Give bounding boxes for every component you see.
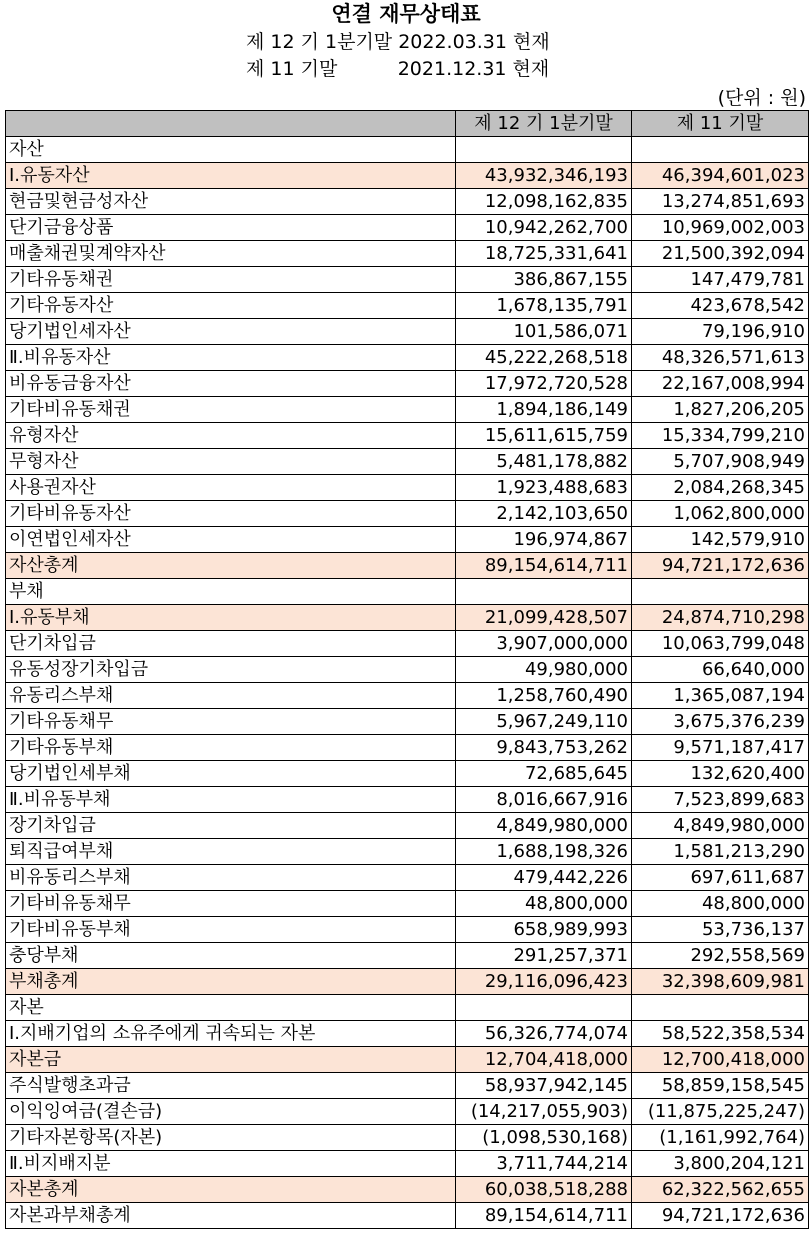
prior-period-value: 5,707,908,949 bbox=[632, 449, 809, 475]
table-row bbox=[6, 787, 809, 813]
account-label: 자본금 bbox=[6, 1047, 456, 1073]
prior-period-value: 13,274,851,693 bbox=[632, 189, 809, 215]
account-label: Ⅱ.비지배지분 bbox=[6, 1151, 456, 1177]
account-label: 주식발행초과금 bbox=[6, 1073, 456, 1099]
account-label: 부채 bbox=[6, 579, 456, 605]
account-label: 자산총계 bbox=[6, 553, 456, 579]
prior-period-value: 697,611,687 bbox=[632, 865, 809, 891]
table-row bbox=[6, 293, 809, 319]
table-row bbox=[6, 969, 809, 995]
table-row bbox=[6, 267, 809, 293]
current-period-value: 17,972,720,528 bbox=[456, 371, 632, 397]
account-label: 자본과부채총계 bbox=[6, 1203, 456, 1229]
account-label: 퇴직급여부채 bbox=[6, 839, 456, 865]
header-current-period: 제 12 기 1분기말 bbox=[456, 111, 632, 137]
table-row bbox=[6, 709, 809, 735]
account-label: Ⅰ.유동자산 bbox=[6, 163, 456, 189]
account-label: 유형자산 bbox=[6, 423, 456, 449]
prior-period-value bbox=[632, 995, 809, 1021]
unit-label: (단위 : 원) bbox=[717, 87, 806, 109]
table-row bbox=[6, 215, 809, 241]
prior-period-value: 1,062,800,000 bbox=[632, 501, 809, 527]
current-period-value: 58,937,942,145 bbox=[456, 1073, 632, 1099]
account-label: Ⅱ.비유동자산 bbox=[6, 345, 456, 371]
current-period-value: 1,688,198,326 bbox=[456, 839, 632, 865]
current-period-value: 1,894,186,149 bbox=[456, 397, 632, 423]
table-row bbox=[6, 345, 809, 371]
account-label: 자본총계 bbox=[6, 1177, 456, 1203]
prior-period-value: 58,522,358,534 bbox=[632, 1021, 809, 1047]
account-label: 충당부채 bbox=[6, 943, 456, 969]
current-period-value: 4,849,980,000 bbox=[456, 813, 632, 839]
period-prior: 제 11 기말 2021.12.31 현재 bbox=[246, 58, 550, 80]
prior-period-value: 4,849,980,000 bbox=[632, 813, 809, 839]
table-row bbox=[6, 761, 809, 787]
account-label: 현금및현금성자산 bbox=[6, 189, 456, 215]
current-period-value: 56,326,774,074 bbox=[456, 1021, 632, 1047]
current-period-value: 49,980,000 bbox=[456, 657, 632, 683]
prior-period-value: 132,620,400 bbox=[632, 761, 809, 787]
current-period-value: (14,217,055,903) bbox=[456, 1099, 632, 1125]
account-label: 사용권자산 bbox=[6, 475, 456, 501]
prior-period-value: 62,322,562,655 bbox=[632, 1177, 809, 1203]
table-row bbox=[6, 657, 809, 683]
table-row bbox=[6, 475, 809, 501]
current-period-value: (1,098,530,168) bbox=[456, 1125, 632, 1151]
account-label: 기타자본항목(자본) bbox=[6, 1125, 456, 1151]
current-period-value: 3,907,000,000 bbox=[456, 631, 632, 657]
account-label: 이익잉여금(결손금) bbox=[6, 1099, 456, 1125]
prior-period-value bbox=[632, 137, 809, 163]
prior-period-value: 46,394,601,023 bbox=[632, 163, 809, 189]
current-period-value: 15,611,615,759 bbox=[456, 423, 632, 449]
prior-period-value: 423,678,542 bbox=[632, 293, 809, 319]
current-period-value: 1,258,760,490 bbox=[456, 683, 632, 709]
prior-period-value: 1,827,206,205 bbox=[632, 397, 809, 423]
account-label: Ⅱ.비유동부채 bbox=[6, 787, 456, 813]
account-label: 기타유동자산 bbox=[6, 293, 456, 319]
account-label: 당기법인세부채 bbox=[6, 761, 456, 787]
prior-period-value: 1,581,213,290 bbox=[632, 839, 809, 865]
table-row bbox=[6, 1021, 809, 1047]
table-row bbox=[6, 891, 809, 917]
account-label: 기타비유동부채 bbox=[6, 917, 456, 943]
header-prior-period: 제 11 기말 bbox=[632, 111, 809, 137]
header-account bbox=[6, 111, 456, 137]
table-row bbox=[6, 605, 809, 631]
current-period-value: 9,843,753,262 bbox=[456, 735, 632, 761]
current-period-value: 45,222,268,518 bbox=[456, 345, 632, 371]
account-label: 매출채권및계약자산 bbox=[6, 241, 456, 267]
current-period-value: 89,154,614,711 bbox=[456, 1203, 632, 1229]
account-label: 자본 bbox=[6, 995, 456, 1021]
account-label: 유동성장기차입금 bbox=[6, 657, 456, 683]
current-period-value: 10,942,262,700 bbox=[456, 215, 632, 241]
table-row bbox=[6, 241, 809, 267]
prior-period-value: 12,700,418,000 bbox=[632, 1047, 809, 1073]
table-row bbox=[6, 1073, 809, 1099]
table-row bbox=[6, 137, 809, 163]
table-row bbox=[6, 631, 809, 657]
prior-period-value: 7,523,899,683 bbox=[632, 787, 809, 813]
table-row bbox=[6, 1125, 809, 1151]
current-period-value: 5,481,178,882 bbox=[456, 449, 632, 475]
table-row bbox=[6, 683, 809, 709]
account-label: 기타비유동채권 bbox=[6, 397, 456, 423]
table-row bbox=[6, 1047, 809, 1073]
current-period-value bbox=[456, 137, 632, 163]
prior-period-value: 53,736,137 bbox=[632, 917, 809, 943]
table-row bbox=[6, 319, 809, 345]
prior-period-value bbox=[632, 579, 809, 605]
prior-period-value: 147,479,781 bbox=[632, 267, 809, 293]
current-period-value: 291,257,371 bbox=[456, 943, 632, 969]
prior-period-value: 79,196,910 bbox=[632, 319, 809, 345]
table-row bbox=[6, 501, 809, 527]
account-label: Ⅰ.지배기업의 소유주에게 귀속되는 자본 bbox=[6, 1021, 456, 1047]
account-label: 이연법인세자산 bbox=[6, 527, 456, 553]
current-period-value: 60,038,518,288 bbox=[456, 1177, 632, 1203]
current-period-value: 12,098,162,835 bbox=[456, 189, 632, 215]
prior-period-value: 94,721,172,636 bbox=[632, 553, 809, 579]
period-current: 제 12 기 1분기말 2022.03.31 현재 bbox=[246, 31, 550, 53]
current-period-value: 479,442,226 bbox=[456, 865, 632, 891]
account-label: 자산 bbox=[6, 137, 456, 163]
current-period-value: 3,711,744,214 bbox=[456, 1151, 632, 1177]
table-row bbox=[6, 917, 809, 943]
prior-period-value: 24,874,710,298 bbox=[632, 605, 809, 631]
prior-period-value: 21,500,392,094 bbox=[632, 241, 809, 267]
table-row bbox=[6, 865, 809, 891]
table-row bbox=[6, 1099, 809, 1125]
current-period-value: 8,016,667,916 bbox=[456, 787, 632, 813]
table-row bbox=[6, 423, 809, 449]
account-label: Ⅰ.유동부채 bbox=[6, 605, 456, 631]
prior-period-value: 3,800,204,121 bbox=[632, 1151, 809, 1177]
current-period-value: 386,867,155 bbox=[456, 267, 632, 293]
account-label: 기타비유동자산 bbox=[6, 501, 456, 527]
account-label: 기타비유동채무 bbox=[6, 891, 456, 917]
account-label: 단기금융상품 bbox=[6, 215, 456, 241]
table-row bbox=[6, 1177, 809, 1203]
table-header-row bbox=[6, 111, 809, 137]
account-label: 무형자산 bbox=[6, 449, 456, 475]
table-row bbox=[6, 735, 809, 761]
balance-sheet-table bbox=[5, 110, 809, 1229]
current-period-value: 1,923,488,683 bbox=[456, 475, 632, 501]
current-period-value: 21,099,428,507 bbox=[456, 605, 632, 631]
account-label: 기타유동채권 bbox=[6, 267, 456, 293]
current-period-value: 5,967,249,110 bbox=[456, 709, 632, 735]
table-row bbox=[6, 163, 809, 189]
prior-period-value: (11,875,225,247) bbox=[632, 1099, 809, 1125]
table-row bbox=[6, 1151, 809, 1177]
table-row bbox=[6, 527, 809, 553]
account-label: 비유동리스부채 bbox=[6, 865, 456, 891]
table-row bbox=[6, 553, 809, 579]
prior-period-value: 1,365,087,194 bbox=[632, 683, 809, 709]
prior-period-value: 66,640,000 bbox=[632, 657, 809, 683]
prior-period-value: 58,859,158,545 bbox=[632, 1073, 809, 1099]
current-period-value: 2,142,103,650 bbox=[456, 501, 632, 527]
account-label: 부채총계 bbox=[6, 969, 456, 995]
current-period-value: 43,932,346,193 bbox=[456, 163, 632, 189]
account-label: 기타유동부채 bbox=[6, 735, 456, 761]
current-period-value bbox=[456, 995, 632, 1021]
prior-period-value: 10,969,002,003 bbox=[632, 215, 809, 241]
prior-period-value: 48,326,571,613 bbox=[632, 345, 809, 371]
current-period-value: 18,725,331,641 bbox=[456, 241, 632, 267]
prior-period-value: 142,579,910 bbox=[632, 527, 809, 553]
prior-period-value: 9,571,187,417 bbox=[632, 735, 809, 761]
table-row bbox=[6, 189, 809, 215]
prior-period-value: 32,398,609,981 bbox=[632, 969, 809, 995]
current-period-value: 658,989,993 bbox=[456, 917, 632, 943]
prior-period-value: 2,084,268,345 bbox=[632, 475, 809, 501]
prior-period-value: 15,334,799,210 bbox=[632, 423, 809, 449]
current-period-value: 1,678,135,791 bbox=[456, 293, 632, 319]
current-period-value: 72,685,645 bbox=[456, 761, 632, 787]
prior-period-value: 94,721,172,636 bbox=[632, 1203, 809, 1229]
current-period-value: 29,116,096,423 bbox=[456, 969, 632, 995]
prior-period-value: 48,800,000 bbox=[632, 891, 809, 917]
table-row bbox=[6, 943, 809, 969]
table-row bbox=[6, 449, 809, 475]
current-period-value bbox=[456, 579, 632, 605]
account-label: 장기차입금 bbox=[6, 813, 456, 839]
current-period-value: 196,974,867 bbox=[456, 527, 632, 553]
table-row bbox=[6, 579, 809, 605]
prior-period-value: 3,675,376,239 bbox=[632, 709, 809, 735]
current-period-value: 101,586,071 bbox=[456, 319, 632, 345]
prior-period-value: 10,063,799,048 bbox=[632, 631, 809, 657]
table-row bbox=[6, 995, 809, 1021]
current-period-value: 48,800,000 bbox=[456, 891, 632, 917]
prior-period-value: (1,161,992,764) bbox=[632, 1125, 809, 1151]
account-label: 기타유동채무 bbox=[6, 709, 456, 735]
account-label: 유동리스부채 bbox=[6, 683, 456, 709]
account-label: 비유동금융자산 bbox=[6, 371, 456, 397]
prior-period-value: 22,167,008,994 bbox=[632, 371, 809, 397]
prior-period-value: 292,558,569 bbox=[632, 943, 809, 969]
account-label: 단기차입금 bbox=[6, 631, 456, 657]
account-label: 당기법인세자산 bbox=[6, 319, 456, 345]
current-period-value: 89,154,614,711 bbox=[456, 553, 632, 579]
table-row bbox=[6, 839, 809, 865]
table-row bbox=[6, 371, 809, 397]
table-row bbox=[6, 813, 809, 839]
statement-title: 연결 재무상태표 bbox=[331, 2, 481, 26]
current-period-value: 12,704,418,000 bbox=[456, 1047, 632, 1073]
table-row bbox=[6, 397, 809, 423]
table-row bbox=[6, 1203, 809, 1229]
